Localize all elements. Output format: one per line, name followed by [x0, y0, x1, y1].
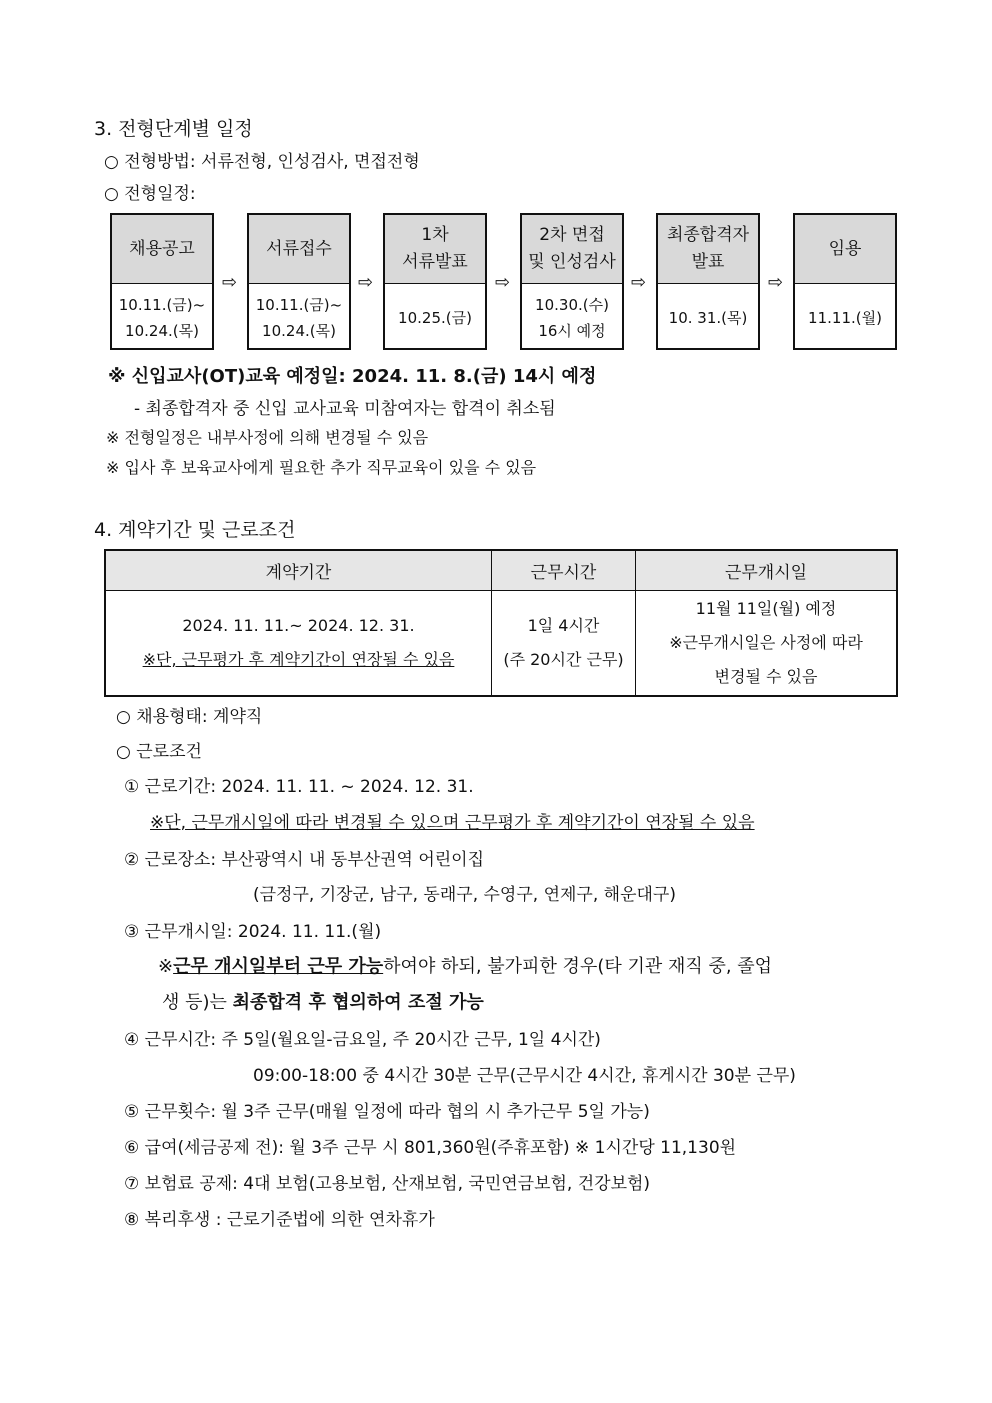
condition-start-date: ③ 근무개시일: 2024. 11. 11.(월)	[124, 922, 382, 942]
step-date: 10.25.(금)	[398, 308, 472, 327]
condition-hours-detail: 09:00-18:00 중 4시간 30분 근무(근무시간 4시간, 휴게시간 30분 근무)	[253, 1066, 796, 1086]
condition-welfare: ⑧ 복리후생 : 근로기준법에 의한 연차휴가	[124, 1210, 435, 1230]
note-extra-training: ※ 입사 후 보육교사에게 필요한 추가 직무교육이 있을 수 있음	[106, 458, 537, 477]
condition-period-note: ※단, 근무개시일에 따라 변경될 수 있으며 근무평가 후 계약기간이 연장될 수 있음	[150, 813, 755, 833]
header-start-date: 근무개시일	[636, 550, 898, 591]
step-date: 10.24.(목)	[125, 321, 199, 340]
arrow-right-icon: ⇨	[495, 272, 511, 293]
cell-hours	[492, 591, 636, 697]
condition-salary: ⑥ 급여(세금공제 전): 월 3주 근무 시 801,360원(주휴포함) ※ 1시간당 11,130원	[124, 1138, 737, 1158]
step-name: 발표	[691, 252, 725, 272]
note-rest: 하여야 하되, 불가피한 경우(타 기관 재직 중, 졸업	[383, 956, 773, 977]
flow-step-document-result	[383, 213, 487, 350]
flow-step-application	[247, 213, 351, 350]
condition-location-districts: (금정구, 기장군, 남구, 동래구, 수영구, 연제구, 해운대구)	[253, 885, 676, 905]
section4-title: 4. 계약기간 및 근로조건	[94, 519, 296, 541]
schedule-label: ○ 전형일정:	[104, 184, 196, 204]
step-date: 11.11.(월)	[808, 308, 882, 327]
hours-daily: 1일 4시간	[527, 616, 600, 635]
arrow-right-icon: ⇨	[768, 272, 784, 293]
employment-type: ○ 채용형태: 계약직	[116, 707, 263, 727]
note-emphasis: 근무 개시일부터 근무 가능	[173, 956, 384, 977]
arrow-right-icon: ⇨	[631, 272, 647, 293]
arrow-right-icon: ⇨	[358, 272, 374, 293]
cell-period	[105, 591, 492, 697]
arrow-right-icon: ⇨	[222, 272, 238, 293]
step-date: 10. 31.(목)	[668, 308, 748, 327]
step-date: 10.30.(수)	[535, 295, 609, 314]
start-note-cont: 변경될 수 있음	[714, 667, 818, 686]
step-name: 및 인성검사	[528, 252, 616, 272]
step-date: 10.11.(금)~	[255, 295, 343, 314]
step-name: 서류발표	[402, 252, 468, 272]
step-date: 10.24.(목)	[262, 321, 336, 340]
step-name: 서류접수	[266, 238, 332, 259]
step-name: 최종합격자	[666, 225, 750, 245]
section3-title: 3. 전형단계별 일정	[94, 118, 253, 140]
note-prefix: 생 등)는	[162, 992, 233, 1013]
start-date: 11월 11일(월) 예정	[695, 599, 837, 618]
condition-location: ② 근로장소: 부산광역시 내 동부산권역 어린이집	[124, 850, 485, 870]
note-schedule-change: ※ 전형일정은 내부사정에 의해 변경될 수 있음	[106, 428, 429, 447]
step-name: 1차	[421, 225, 449, 245]
condition-start-note	[158, 952, 772, 978]
flow-step-posting	[110, 213, 214, 350]
header-hours: 근무시간	[492, 550, 636, 591]
conditions-label: ○ 근로조건	[116, 742, 202, 762]
condition-start-note-cont	[162, 988, 484, 1014]
condition-hours: ④ 근무시간: 주 5일(월요일-금요일, 주 20시간 근무, 1일 4시간)	[124, 1030, 601, 1050]
flow-step-appointment	[793, 213, 897, 350]
condition-frequency: ⑤ 근무횟수: 월 3주 근무(매월 일정에 따라 협의 시 추가근무 5일 가능)	[124, 1102, 650, 1122]
period-note: ※단, 근무평가 후 계약기간이 연장될 수 있음	[142, 650, 455, 669]
note-ot-training: ※ 신입교사(OT)교육 예정일: 2024. 11. 8.(금) 14시 예정	[108, 366, 597, 387]
note-mark: ※	[158, 956, 174, 977]
flow-step-final-result	[656, 213, 760, 350]
header-period: 계약기간	[105, 550, 492, 591]
hours-weekly: (주 20시간 근무)	[503, 650, 624, 669]
step-date: 10.11.(금)~	[118, 295, 206, 314]
condition-period: ① 근로기간: 2024. 11. 11. ~ 2024. 12. 31.	[124, 777, 474, 797]
step-name: 임용	[828, 238, 862, 259]
contract-table	[104, 549, 898, 697]
start-note: ※근무개시일은 사정에 따라	[669, 633, 863, 652]
step-name: 채용공고	[129, 238, 195, 259]
selection-method: ○ 전형방법: 서류전형, 인성검사, 면접전형	[104, 152, 420, 172]
flow-step-interview	[520, 213, 624, 350]
step-name: 2차 면접	[539, 225, 605, 245]
cell-start-date	[636, 591, 898, 697]
note-ot-sub: - 최종합격자 중 신입 교사교육 미참여자는 합격이 취소됨	[134, 399, 556, 419]
condition-insurance: ⑦ 보험료 공제: 4대 보험(고용보험, 산재보험, 국민연금보험, 건강보험)	[124, 1174, 651, 1194]
period-dates: 2024. 11. 11.~ 2024. 12. 31.	[182, 616, 415, 635]
step-date: 16시 예정	[538, 321, 606, 340]
note-emphasis: 최종합격 후 협의하여 조절 가능	[232, 992, 484, 1013]
